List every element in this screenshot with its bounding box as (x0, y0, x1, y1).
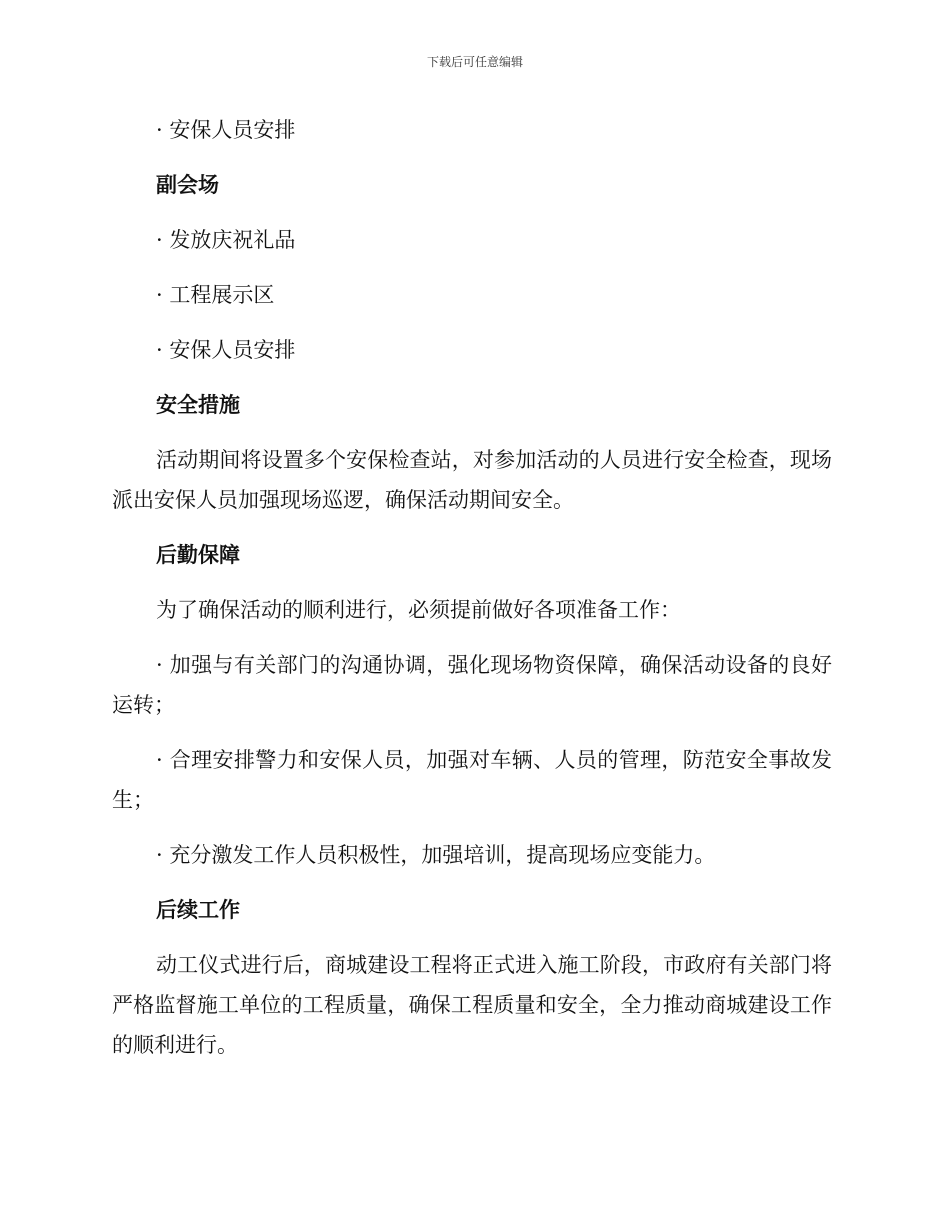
paragraph-logistics: 为了确保活动的顺利进行，必须提前做好各项准备工作： (156, 598, 681, 622)
bullet-exhibition: · 工程展示区 (156, 283, 275, 307)
bullet-security-staff-main: · 安保人员安排 (156, 118, 296, 142)
heading-sub-venue: 副会场 (156, 173, 219, 197)
paragraph-followup: 动工仪式进行后，商城建设工程将正式进入施工阶段，市政府有关部门将严格监督施工单位的工程质量，确保工程质量和安全，全力推动商城建设工作的顺利进行。 (112, 953, 832, 1057)
bullet-training: · 充分激发工作人员积极性，加强培训，提高现场应变能力。 (156, 843, 716, 867)
document-body (112, 110, 832, 1065)
heading-safety: 安全措施 (156, 393, 240, 417)
bullet-coordination: · 加强与有关部门的沟通协调，强化现场物资保障，确保活动设备的良好运转； (112, 653, 832, 717)
heading-logistics: 后勤保障 (156, 543, 240, 567)
bullet-security-staff-sub: · 安保人员安排 (156, 338, 296, 362)
bullet-gifts: · 发放庆祝礼品 (156, 228, 296, 252)
page-header: 下载后可任意编辑 (426, 55, 523, 69)
heading-followup: 后续工作 (156, 898, 240, 922)
bullet-police-security: · 合理安排警力和安保人员，加强对车辆、人员的管理，防范安全事故发生； (112, 748, 832, 812)
paragraph-safety: 活动期间将设置多个安保检查站，对参加活动的人员进行安全检查，现场派出安保人员加强现场巡逻，确保活动期间安全。 (112, 448, 832, 512)
